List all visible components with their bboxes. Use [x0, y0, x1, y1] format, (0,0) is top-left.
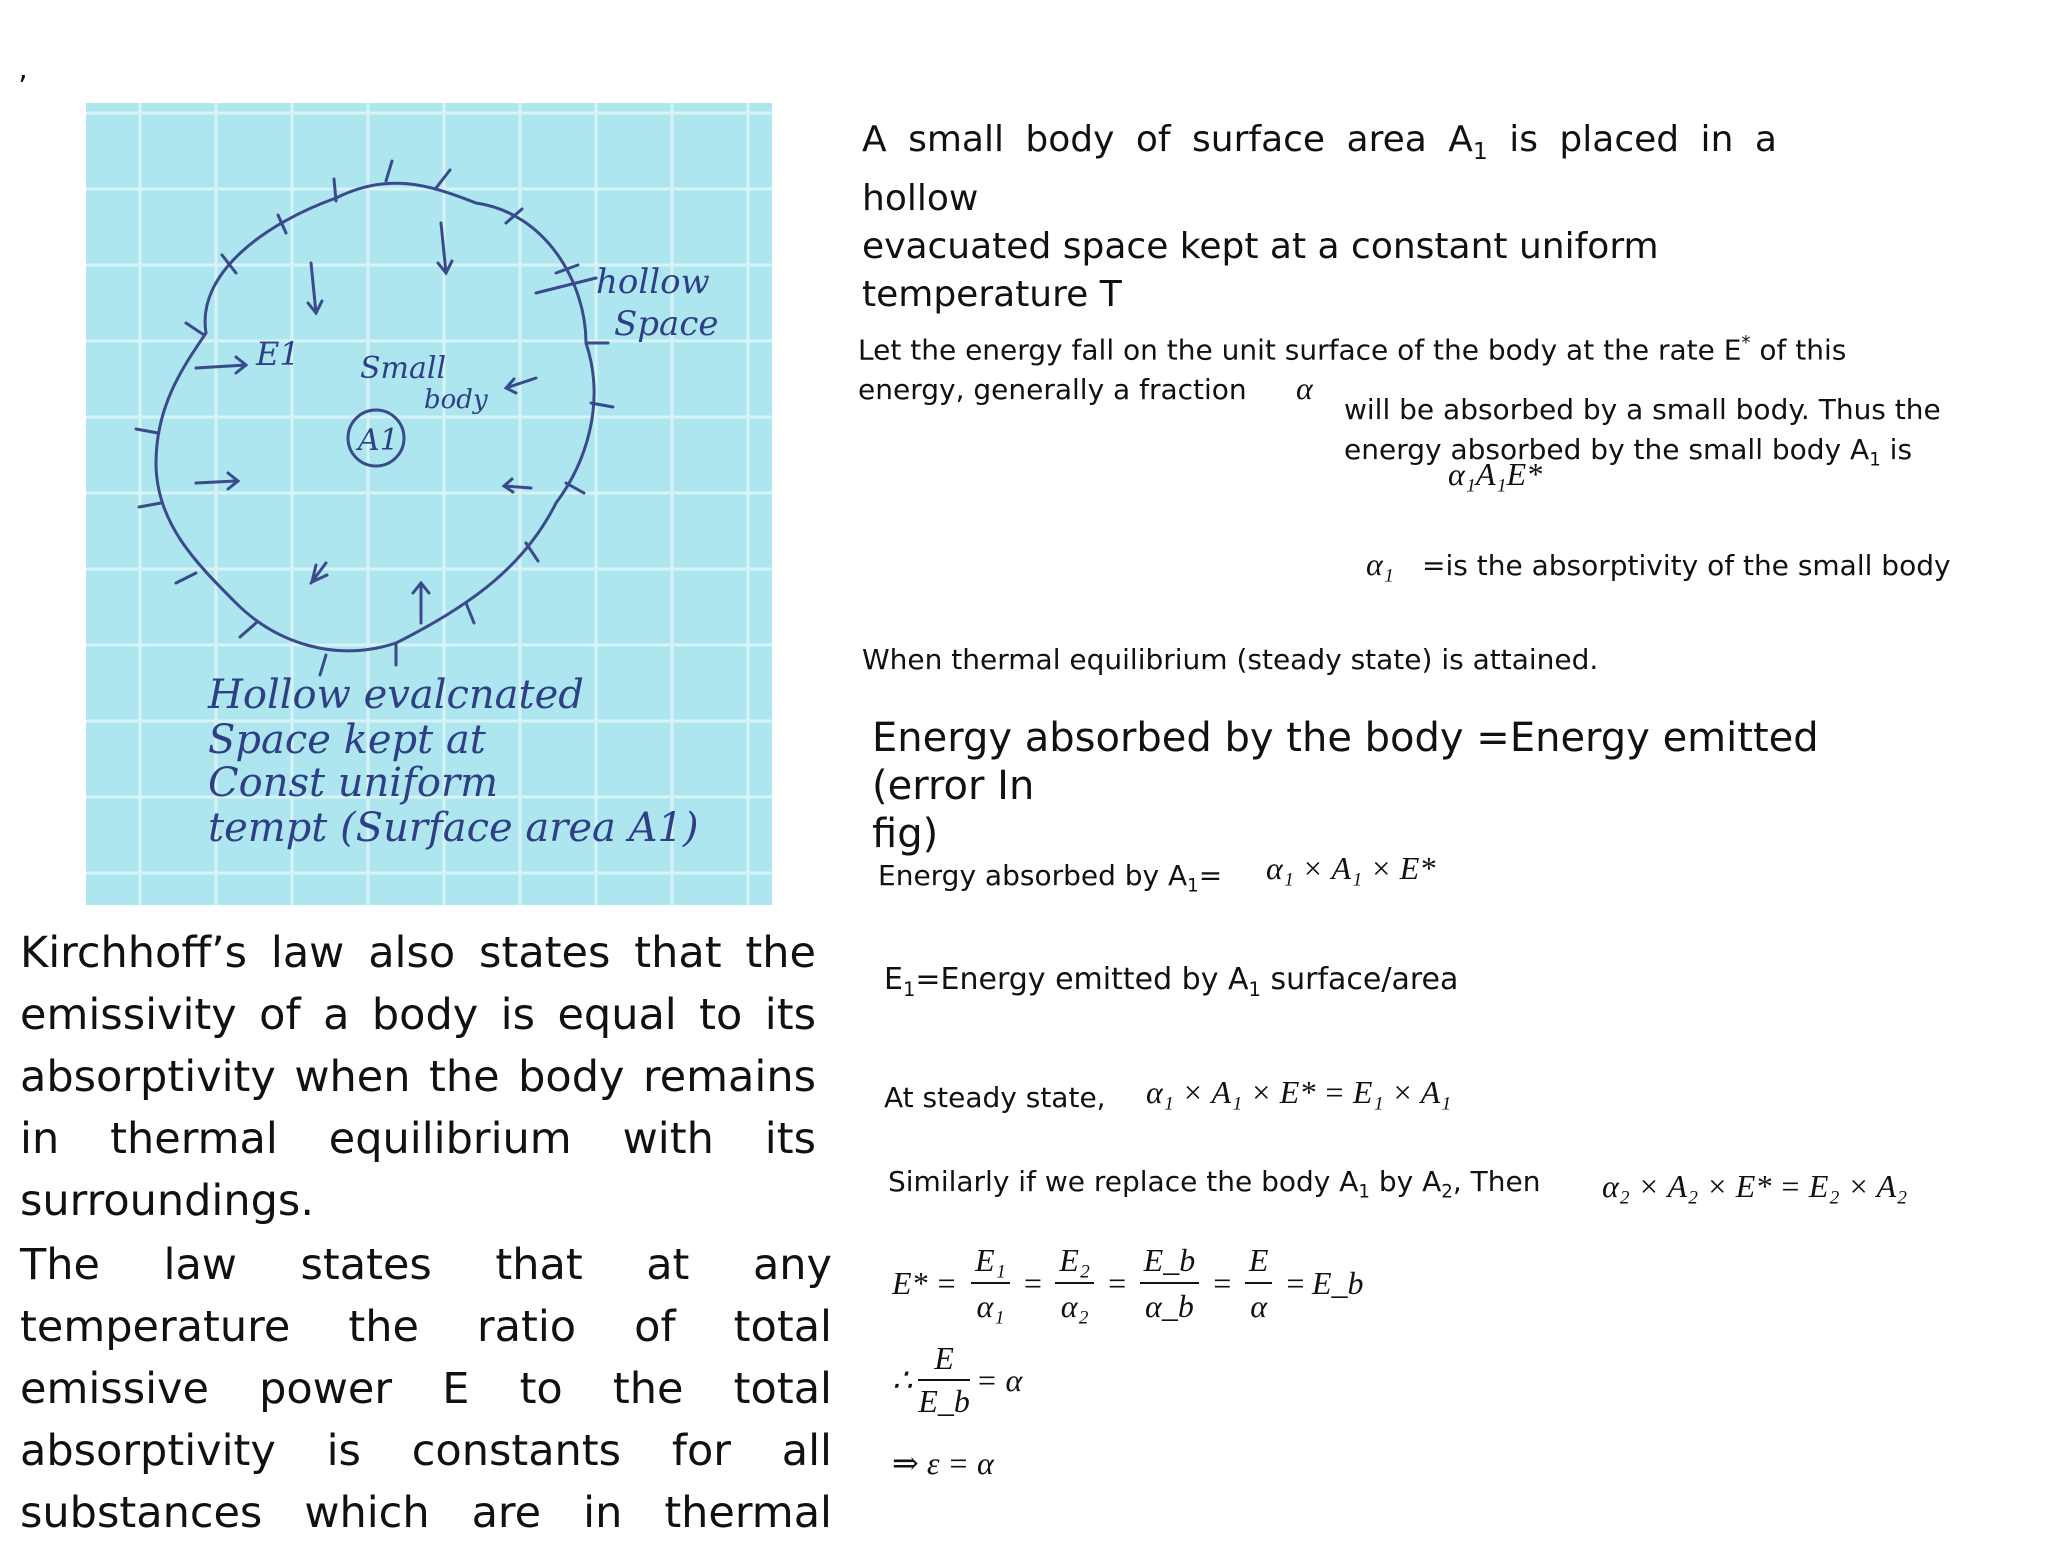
caption-line-4: tempt (Surface area A1) — [208, 805, 699, 851]
intro-line-2: evacuated space kept at a constant uniform temperature T — [862, 226, 1659, 316]
therefore-fraction: $\frac{E}{E\_b}$ — [918, 1340, 970, 1419]
intro-text — [862, 116, 1862, 319]
alpha-symbol: α — [1296, 370, 1313, 406]
label-small: Small — [360, 351, 447, 386]
absorbed-line-2: energy absorbed by the small body $A_1$ is — [1344, 433, 1913, 471]
law-line-3: emissive power E to the total — [20, 1364, 832, 1414]
emitted-text: $E_1=Energy$ emitted by $A_1$ surface/area — [884, 962, 1459, 1001]
chain-eq-1: = — [935, 1265, 958, 1301]
balance-text — [872, 714, 1932, 858]
sketch-labels — [207, 262, 719, 851]
caption-line-2: Space kept at — [208, 717, 486, 763]
chain-eq-3: = — [1106, 1265, 1128, 1301]
ratio-chain — [892, 1240, 1364, 1326]
label-e1: E1 — [256, 335, 300, 373]
kirchhoff-line-1: Kirchhoff’s law also states that the — [20, 928, 816, 978]
absorbed-by-a1-label: Energy absorbed by $A_1=$ — [878, 859, 1223, 897]
fraction-4: $\frac{E}{\alpha}$ — [1245, 1240, 1273, 1326]
caption-line-3: Const uniform — [208, 760, 499, 806]
stray-mark: ’ — [18, 70, 28, 105]
fraction-3: $\frac{E\_b}{\alpha\_b}$ — [1140, 1240, 1200, 1326]
kirchhoff-line-3: absorptivity when the body remains — [20, 1052, 816, 1102]
law-line-2: temperature the ratio of total — [20, 1302, 832, 1352]
implies-equation: ⇒ ε = α — [892, 1445, 994, 1481]
energy-fall-line-2: energy, generally a fraction — [858, 373, 1247, 407]
absorbed-text — [1344, 390, 1984, 481]
law-line-4: absorptivity is constants for all — [20, 1426, 832, 1476]
label-body: body — [424, 385, 488, 415]
caption-line-1: Hollow evalcnated — [208, 672, 584, 718]
law-line-5: substances which are in thermal — [20, 1488, 832, 1538]
similarly-text: Similarly if we replace the body $A_1$ by $A_2$, Then — [888, 1165, 1541, 1203]
label-hollow: hollow — [596, 262, 710, 302]
fraction-2: $\frac{\text{E₂}}{\text{α₂}}$ — [1055, 1240, 1094, 1326]
chain-eq-2: = — [1021, 1265, 1044, 1301]
equilibrium-text: When thermal equilibrium (steady state) is attained. — [862, 643, 1599, 676]
notebook-photo — [86, 103, 772, 905]
absorbed-expression: α₁A₁E* — [1448, 456, 1543, 492]
kirchhoff-paragraph — [20, 922, 816, 1232]
alpha1-symbol: α₁ — [1366, 546, 1394, 582]
intro-line-1: A small body of surface area $A_1$ is placed in a hollow — [862, 119, 1777, 220]
chain-eq-5: = — [1284, 1265, 1306, 1301]
label-space: Space — [614, 304, 719, 344]
fraction-1: $\frac{\text{E₁}}{\text{α₁}}$ — [971, 1240, 1010, 1326]
balance-line-2: fig) — [872, 811, 939, 857]
energy-fall-line-1: Let the energy fall on the unit surface of the body at the rate E* of this — [858, 333, 1847, 367]
steady-state-label: At steady state, — [884, 1081, 1106, 1114]
steady-state-expression: α₁ × A₁ × E* = E₁ × A₁ — [1146, 1074, 1452, 1110]
chain-lhs: E* — [892, 1265, 928, 1301]
kirchhoff-line-4: in thermal equilibrium with its — [20, 1114, 816, 1164]
absorptivity-definition: =is the absorptivity of the small body — [1422, 549, 1951, 582]
chain-rhs: E_b — [1311, 1265, 1364, 1301]
balance-line-1: Energy absorbed by the body =Energy emitted (error In — [872, 715, 1819, 809]
therefore-symbol: ∴ — [892, 1362, 913, 1398]
therefore-equation — [892, 1340, 1022, 1420]
kirchhoff-line-2: emissivity of a body is equal to its — [20, 990, 816, 1040]
chain-eq-4: = — [1211, 1265, 1233, 1301]
absorbed-by-a1-expression: α₁ × A₁ × E* — [1266, 850, 1436, 886]
absorbed-line-1: will be absorbed by a small body. Thus the — [1344, 393, 1941, 426]
hollow-space-sketch — [86, 103, 772, 905]
law-paragraph — [20, 1234, 832, 1544]
therefore-rhs: = α — [975, 1361, 1023, 1398]
similarly-expression: α₂ × A₂ × E* = E₂ × A₂ — [1602, 1168, 1908, 1204]
kirchhoff-line-5: surroundings. — [20, 1176, 314, 1226]
label-a1: A1 — [358, 423, 399, 458]
law-line-1: The law states that at any — [20, 1240, 832, 1290]
